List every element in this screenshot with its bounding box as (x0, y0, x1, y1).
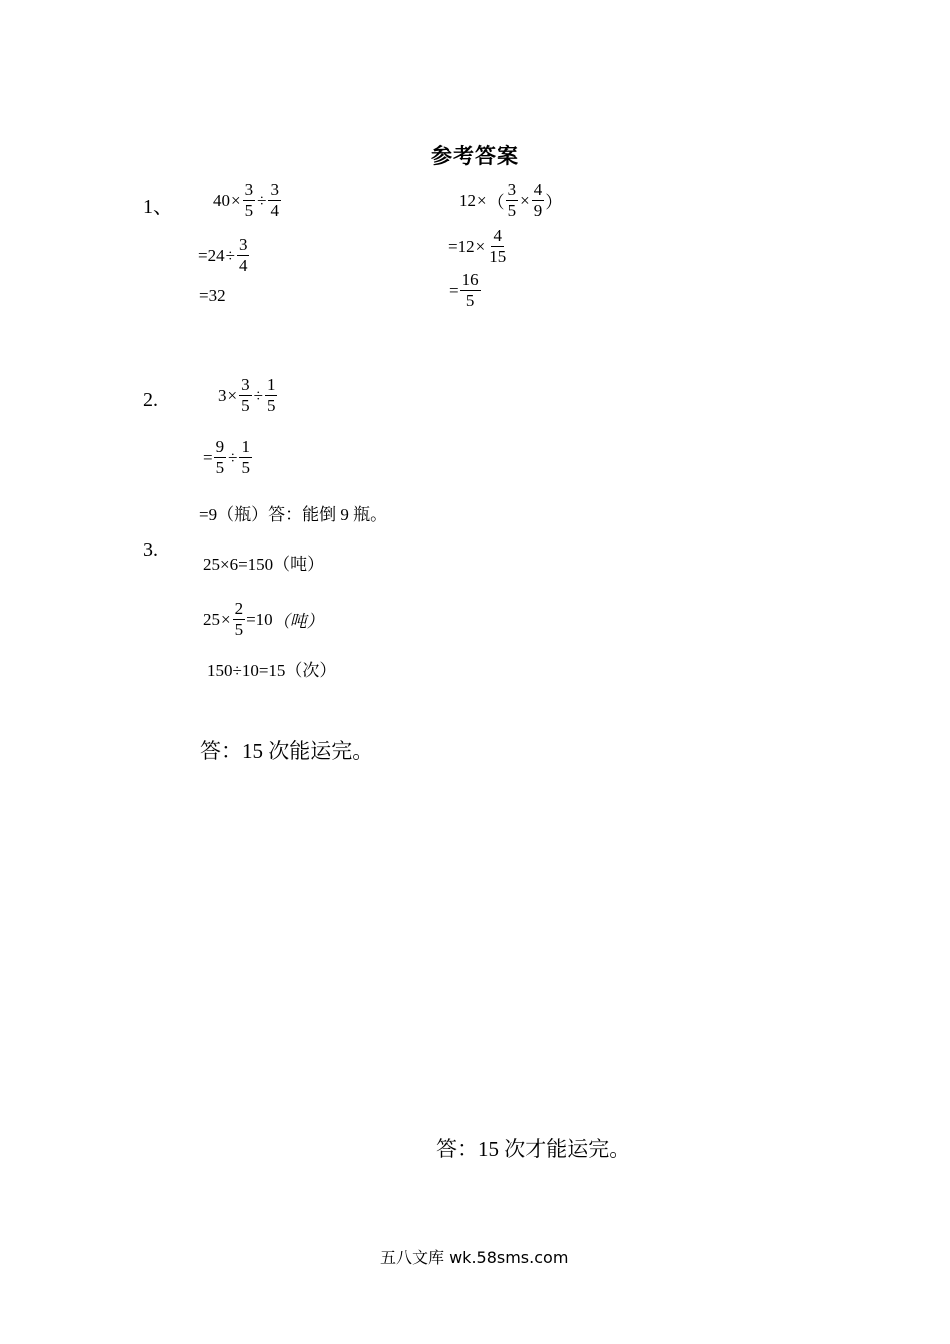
q1-left-line-3: =32 (199, 286, 226, 305)
q3-line-1: 25×6=150（吨） (203, 555, 325, 574)
q2-line-2 (203, 437, 253, 478)
operand: =12 (448, 236, 475, 256)
q1-right-line-1 (459, 180, 562, 221)
operand: 12 (459, 190, 476, 210)
q2-line-1 (218, 375, 278, 416)
q3-line-2 (203, 599, 324, 640)
question-3-label: 3. (143, 539, 158, 561)
q1-left-line-2 (198, 235, 250, 276)
q3-answer-2: 答：15 次才能运完。 (436, 1137, 631, 1161)
fraction: $\frac{1}{5}$ (266, 375, 276, 415)
question-1-label: 1、 (143, 196, 173, 218)
fraction: $\frac{3}{4}$ (238, 235, 248, 275)
q1-right-line-3 (449, 270, 482, 311)
left-paren: （ (487, 193, 505, 212)
fraction: $\frac{9}{5}$ (215, 437, 225, 477)
fraction: $\frac{4}{9}$ (533, 180, 543, 220)
right-paren: ） (545, 193, 563, 212)
equals-sign: = (449, 280, 459, 300)
fraction: $\frac{3}{5}$ (507, 180, 517, 220)
q1-right-line-2 (448, 226, 509, 267)
fraction: $\frac{1}{5}$ (241, 437, 250, 477)
multiply-sign: × (477, 190, 487, 210)
fraction: $\frac{4}{15}$ (489, 226, 507, 266)
equals-sign: = (203, 447, 213, 467)
page-title: 参考答案 (431, 144, 519, 168)
operand: 25 (203, 609, 220, 629)
fraction: $\frac{3}{5}$ (244, 180, 254, 220)
divide-sign: ÷ (253, 385, 263, 405)
multiply-sign: × (221, 609, 231, 629)
multiply-sign: × (475, 236, 486, 256)
multiply-sign: × (231, 190, 241, 210)
q3-line-3: 150÷10=15（次） (207, 661, 337, 680)
unit: （吨） (272, 612, 324, 631)
fraction: $\frac{3}{5}$ (241, 375, 250, 415)
divide-sign: ÷ (225, 245, 235, 265)
operand: 40 (213, 190, 230, 210)
fraction: $\frac{3}{4}$ (270, 180, 279, 220)
operand: =24 (198, 245, 225, 265)
result: =10 (246, 609, 273, 629)
fraction: $\frac{2}{5}$ (234, 599, 244, 639)
fraction: $\frac{16}{5}$ (461, 270, 479, 310)
question-2-label: 2. (143, 389, 158, 411)
q3-answer-1: 答：15 次能运完。 (200, 739, 374, 763)
operand: 3 (218, 385, 227, 405)
divide-sign: ÷ (257, 190, 267, 210)
multiply-sign: × (520, 190, 530, 210)
footer-watermark: 五八文库 wk.58sms.com (380, 1248, 569, 1267)
q2-line-3: =9（瓶）答：能倒 9 瓶。 (199, 505, 388, 524)
q1-left-line-1 (213, 180, 282, 221)
divide-sign: ÷ (228, 447, 238, 467)
multiply-sign: × (227, 385, 238, 405)
